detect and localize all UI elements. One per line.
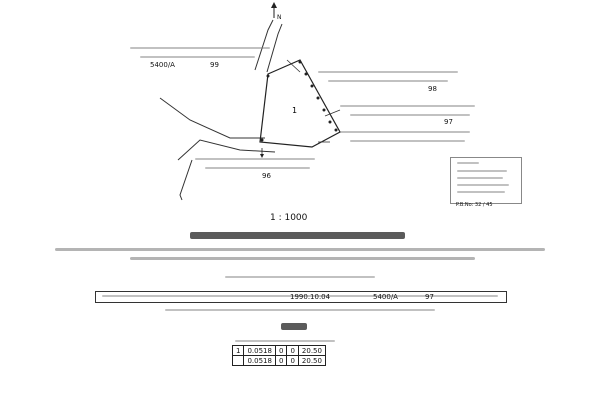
neighbour-label-right-1 (318, 71, 458, 73)
neighbour-label-bottom (195, 158, 315, 160)
legend-row (457, 177, 503, 179)
legend-title (457, 162, 479, 164)
lot-number: 98 (428, 85, 437, 93)
table-row (233, 356, 326, 366)
perch-cell: 20.50 (298, 356, 325, 366)
scale-value: 1 : 1000 (270, 213, 308, 223)
district-title (190, 232, 405, 239)
survey-date-line (165, 309, 435, 311)
road-branch-north-a (255, 20, 273, 70)
legend-row (457, 184, 509, 186)
subtitle-line (225, 276, 375, 278)
detail-ref: 5400/A (373, 293, 398, 301)
plan-title (281, 323, 307, 330)
lot-label: 1 (292, 106, 298, 115)
road-to-lower (180, 160, 192, 200)
lot-number: 99 (210, 61, 219, 69)
neighbour-label-right-2b (350, 114, 470, 116)
legend-row (457, 170, 507, 172)
neighbour-label-top-2 (140, 56, 255, 58)
direction-arrow-icon (260, 148, 264, 158)
north-label: N (277, 14, 282, 21)
neighbour-label-right-2 (340, 105, 475, 107)
neighbour-label-right-1b (328, 80, 448, 82)
road-edge-upper (160, 98, 265, 138)
neighbour-label-right-3 (340, 131, 470, 133)
detail-lot: 97 (425, 293, 434, 301)
hectare-cell: 0.0518 (244, 356, 276, 366)
lot-boundary (260, 60, 340, 147)
acre-cell: 0 (275, 346, 286, 356)
rood-cell: 0 (287, 346, 298, 356)
area-table (232, 345, 326, 366)
ref-number: 5400/A (150, 61, 175, 69)
acre-cell: 0 (275, 356, 286, 366)
lot-cell: 1 (233, 346, 244, 356)
road-edge-lower (178, 140, 275, 160)
lot-number: 96 (262, 172, 271, 180)
neighbour-label-bottom-2 (205, 167, 310, 169)
lot-number: 97 (444, 118, 453, 126)
pb-number: P.B.No: 32 / 45 (456, 202, 493, 208)
legend-box (450, 157, 522, 204)
description-line-1 (55, 248, 545, 251)
perch-cell: 20.50 (298, 346, 325, 356)
rood-cell: 0 (287, 356, 298, 366)
hectare-cell: 0.0518 (244, 346, 276, 356)
legend-row (457, 191, 505, 193)
table-row (233, 346, 326, 356)
detail-date: 1990.10.04 (290, 293, 331, 301)
area-caption (235, 340, 335, 342)
lot-cell (233, 356, 244, 366)
neighbour-label-right-3b (350, 140, 465, 142)
description-line-2 (130, 257, 475, 260)
neighbour-label-top (130, 47, 270, 49)
